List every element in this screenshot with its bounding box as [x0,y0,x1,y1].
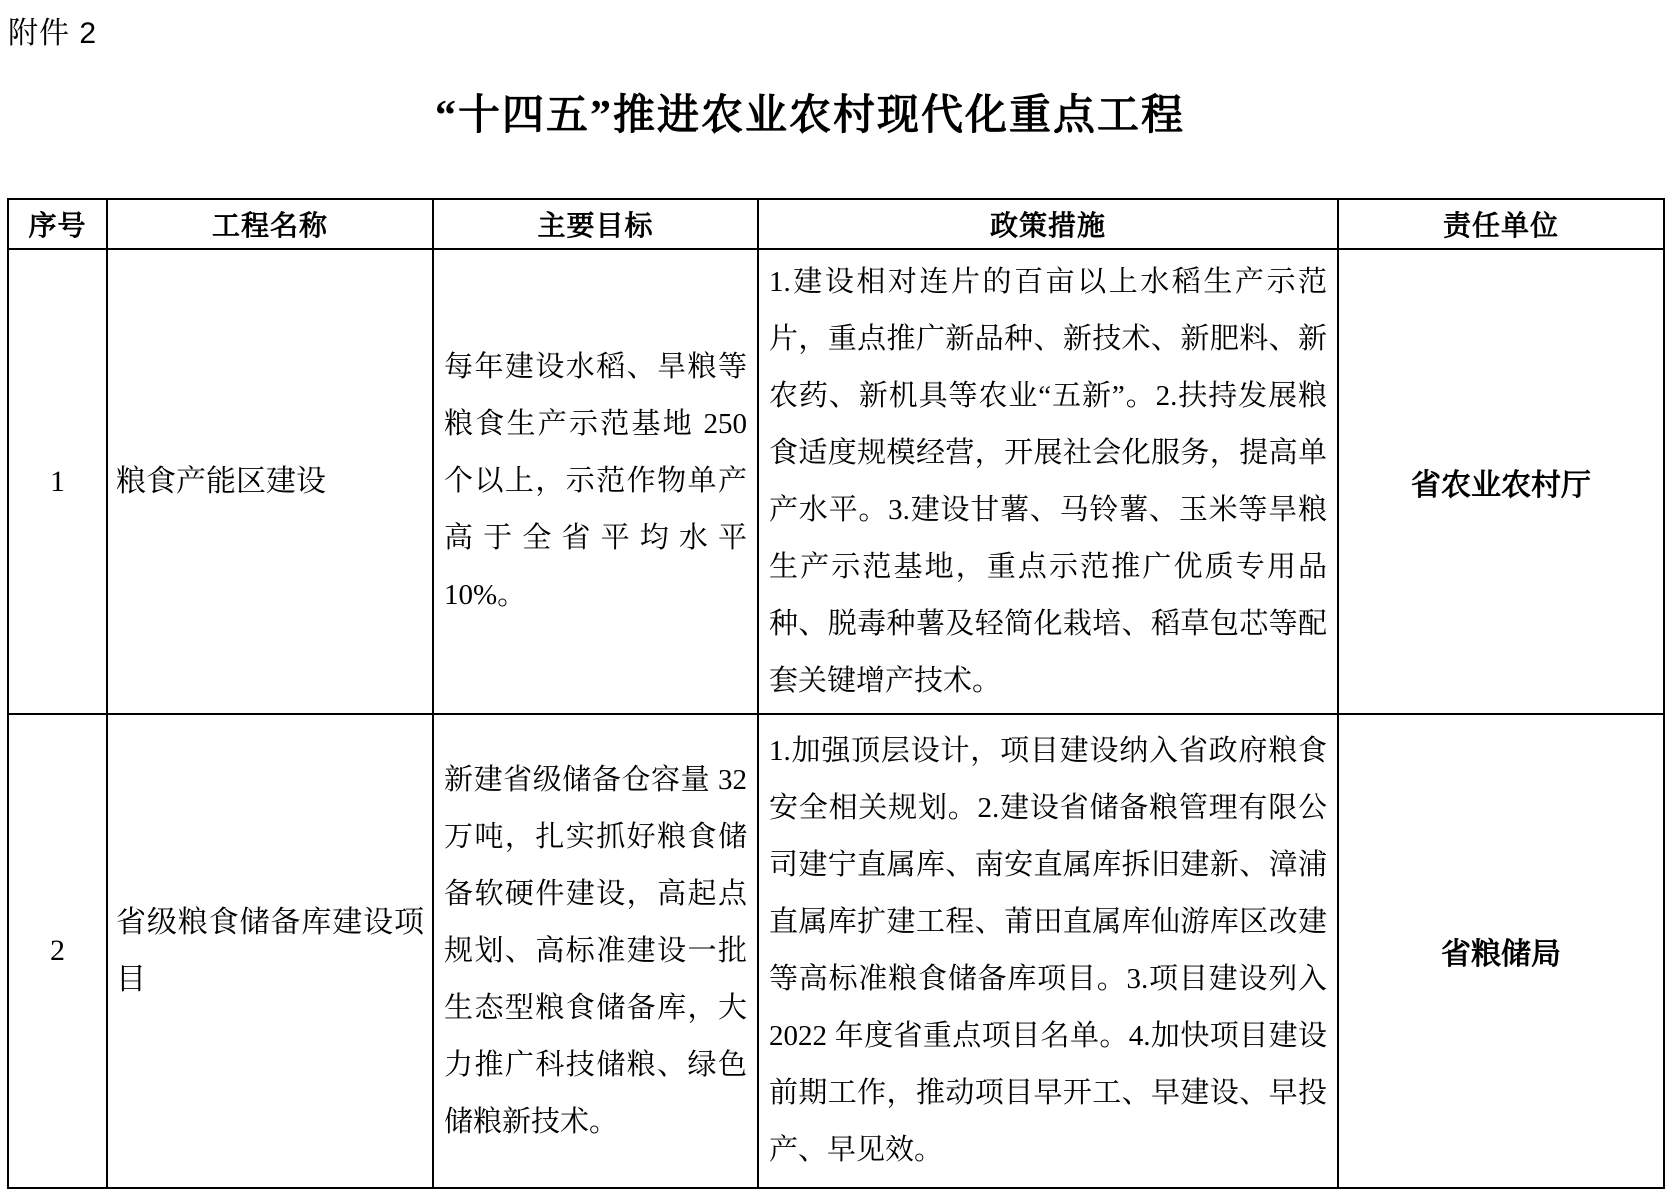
attachment-label: 附件 2 [8,17,98,50]
projects-table [7,198,1665,1189]
header-serial: 序号 [8,199,107,249]
cell-project-name: 省级粮食储备库建设项目 [107,714,433,1188]
cell-responsible-unit: 省粮储局 [1338,714,1664,1188]
header-policy-measures: 政策措施 [758,199,1338,249]
header-project-name: 工程名称 [107,199,433,249]
cell-main-goals: 新建省级储备仓容量 32 万吨，扎实抓好粮食储备软硬件建设，高起点规划、高标准建设一批生态型粮食储备库，大力推广科技储粮、绿色储粮新技术。 [433,714,758,1188]
table-header-row [8,199,1664,249]
cell-responsible-unit: 省农业农村厅 [1338,249,1664,714]
cell-serial: 1 [8,249,107,714]
cell-policy-measures: 1.加强顶层设计，项目建设纳入省政府粮食安全相关规划。2.建设省储备粮管理有限公司建宁直属库、南安直属库拆旧建新、漳浦直属库扩建工程、莆田直属库仙游库区改建等高标准粮食储备库项目。3.项目建设列入 2022 年度省重点项目名单。4.加快项目建设前期工作，推动项目早开工、早建设、早投产、早见效。 [758,714,1338,1188]
table-row [8,249,1664,714]
cell-main-goals: 每年建设水稻、旱粮等粮食生产示范基地 250 个以上，示范作物单产高于全省平均水平 10%。 [433,249,758,714]
document-title: “十四五”推进农业农村现代化重点工程 [434,93,1185,139]
header-main-goals: 主要目标 [433,199,758,249]
table-row [8,714,1664,1188]
cell-serial: 2 [8,714,107,1188]
cell-policy-measures: 1.建设相对连片的百亩以上水稻生产示范片，重点推广新品种、新技术、新肥料、新农药、新机具等农业“五新”。2.扶持发展粮食适度规模经营，开展社会化服务，提高单产水平。3.建设甘薯、马铃薯、玉米等旱粮生产示范基地，重点示范推广优质专用品种、脱毒种薯及轻简化栽培、稻草包芯等配套关键增产技术。 [758,249,1338,714]
header-responsible-unit: 责任单位 [1338,199,1664,249]
cell-project-name: 粮食产能区建设 [107,249,433,714]
